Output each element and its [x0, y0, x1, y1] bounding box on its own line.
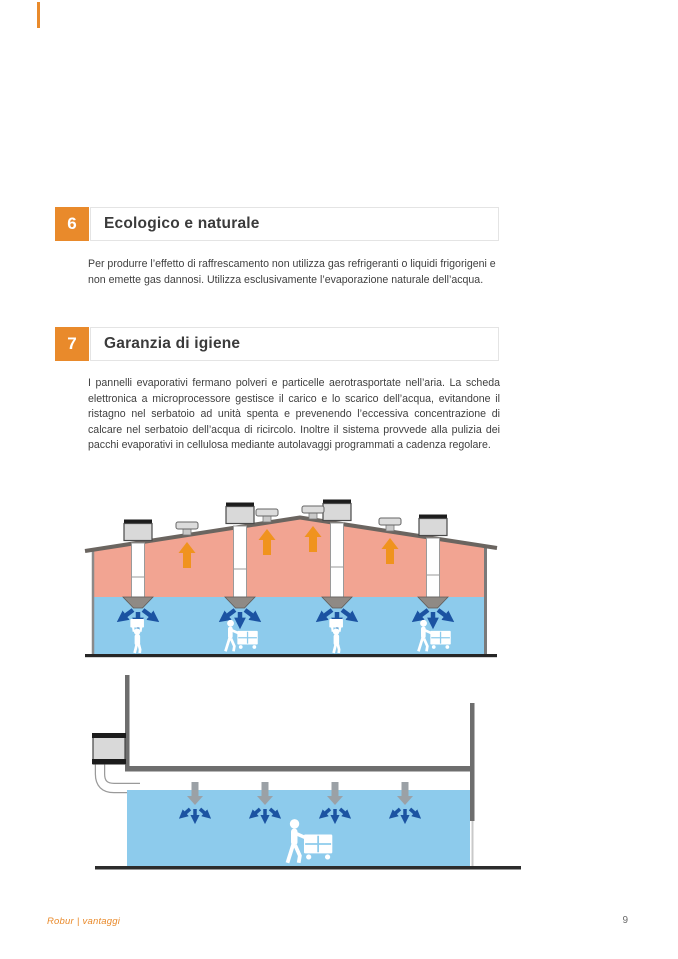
- ceiling-beam: [125, 766, 474, 772]
- section-title-6: Ecologico e naturale: [104, 215, 260, 232]
- section-number-badge-6: 6: [55, 207, 89, 241]
- shed-cross-section-diagram: [80, 497, 505, 662]
- left-wall: [125, 675, 130, 771]
- right-wall: [470, 703, 475, 821]
- footer-separator: |: [76, 916, 80, 927]
- flat-roof-cross-section-diagram: [85, 670, 525, 875]
- section-number-badge-7: 7: [55, 327, 89, 361]
- section-title-7: Garanzia di igiene: [104, 335, 241, 352]
- section-body-6: Per produrre l’effetto di raffrescamento non utilizza gas refrigeranti o liquidi frigorigeni e non emette gas dannosi. Utilizza esclusivamente l’evaporazione naturale dell’acqua.: [88, 258, 496, 286]
- page-number: 9: [622, 915, 628, 926]
- section-body-7: I pannelli evaporativi fermano polveri e particelle aerotrasportate nell’aria. La scheda elettronica a microprocessore gestisce il carico e lo scarico dell’acqua, evitandone il ristagno nel serbatoio ad unità spenta e prevenendo l’eccessiva concentrazione di calcare nel serbatoio dell’acqua di ricircolo. Inoltre il sistema provvede alla pulizia dei pacchi evaporativi in cellulosa mediante autolavaggi programmati a cadenza regolare.: [88, 377, 500, 452]
- right-wall-lower: [472, 821, 474, 866]
- ground-line: [85, 654, 497, 657]
- wall-mounted-unit: [92, 733, 141, 788]
- section-header-7: [90, 327, 499, 361]
- footer-breadcrumb: [47, 916, 120, 927]
- footer-section: vantaggi: [82, 916, 121, 927]
- section-header-6: [90, 207, 499, 241]
- ground-line: [95, 866, 521, 870]
- footer-brand: Robur: [47, 916, 74, 927]
- page-edge-accent-mark: [37, 2, 40, 28]
